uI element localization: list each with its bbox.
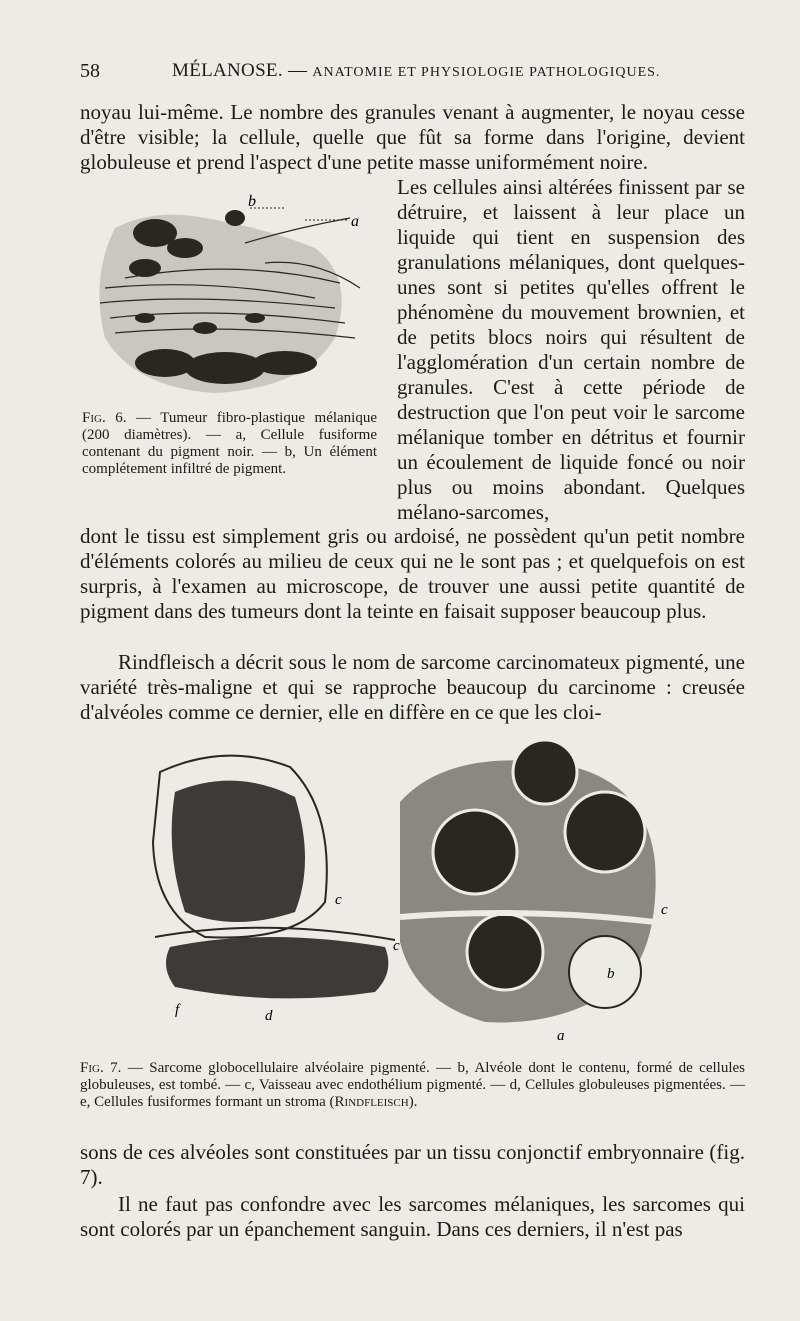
figure-7-illustration: [145, 742, 668, 1044]
figure-7-caption: [80, 1060, 745, 1111]
figure-6-illustration: [85, 188, 375, 398]
fig7-label-d: d: [265, 1008, 273, 1024]
paragraph-beside-figure: Les cellules ainsi altérées finissent par se détruire, et laissent à leur place un liquide qui tient en suspension des granulations mélaniques, dont quelques-unes sont si petites qu'elles offrent le phénomène du mouvement brownien, et de petits blocs noirs qui résultent de l'agglomération d'un certain nombre de granules. C'est à cette période de destruction que l'on peut voir le sarcome mélanique tomber en détritus et fournir un écoulement de liquide foncé ou noir plus ou moins abondant. Quelques mélano-sarcomes,: [397, 175, 745, 524]
fig6-label-a: a: [351, 213, 359, 230]
paragraph-continued-full: dont le tissu est simplement gris ou ardoisé, ne possèdent qu'un petit nombre d'éléments colorés au milieu de ceux qui ne le sont pas ; et quelquefois on est surpris, à l'examen au microscope, de trouver une aussi petite quantité de pigment dans des tumeurs dont la teinte en faisait supposer beaucoup plus.: [80, 524, 745, 623]
fig7-label-a: a: [557, 1028, 565, 1044]
figure-6-caption: [82, 410, 377, 478]
figure-7-caption-label: Fig. 7.: [80, 1060, 122, 1076]
fig6-label-b: b: [248, 193, 256, 210]
figure-6-caption-label: Fig. 6.: [82, 410, 127, 426]
paragraph-alveoli-walls: sons de ces alvéoles sont constituées par un tissu conjonctif embryonnaire (fig. 7).: [80, 1140, 745, 1189]
figure-7-caption-end: ).: [408, 1094, 418, 1110]
paragraph-rindfleisch: Rindfleisch a décrit sous le nom de sarcome carcinomateux pigmenté, une variété très-maligne et qui se rapproche beaucoup du carcinome : creusée d'alvéoles comme ce dernier, elle en diffère en ce que les cloi-: [80, 650, 745, 724]
fig7-label-e: c: [335, 892, 342, 908]
fig7-label-c-right: c: [661, 902, 668, 918]
running-header: [80, 60, 745, 90]
page-number: 58: [80, 60, 100, 82]
title-dash: —: [287, 60, 308, 81]
chapter-title: MÉLANOSE.: [172, 60, 283, 81]
fig7-right-alveoli: [400, 740, 656, 1023]
fig7-label-f: f: [175, 1002, 180, 1018]
paragraph-distinction: Il ne faut pas confondre avec les sarcomes mélaniques, les sarcomes qui sont colorés par un épanchement sanguin. Dans ces derniers, il n'est pas: [80, 1192, 745, 1241]
section-title: ANATOMIE ET PHYSIOLOGIE PATHOLOGIQUES.: [312, 65, 661, 80]
fig7-label-b: b: [607, 966, 615, 982]
figure-7-caption-author: Rindfleisch: [334, 1094, 409, 1110]
figure-7-caption-text: — Sarcome globocellulaire alvéolaire pigmenté. — b, Alvéole dont le contenu, formé de cellules globuleuses, est tombé. — c, Vaisseau avec endothélium pigmenté. — d, Cellules globuleuses pigmentées. — e, Cellules fusiformes formant un stroma (: [80, 1060, 745, 1110]
fig7-label-c-left: c: [393, 938, 400, 954]
fig7-left-alveolus: [153, 756, 395, 999]
running-title: [172, 60, 660, 82]
paragraph-continued: noyau lui-même. Le nombre des granules venant à augmenter, le noyau cesse d'être visible; la cellule, quelle que fût sa forme dans l'origine, devient globuleuse et prend l'aspect d'une petite masse uniformément noire.: [80, 100, 745, 174]
fig6-tissue-mass: [99, 210, 341, 393]
figure-6-caption-text: — Tumeur fibro-plastique mélanique (200 diamètres). — a, Cellule fusiforme contenant du pigment noir. — b, Un élément complétement infiltré de pigment.: [82, 410, 377, 477]
